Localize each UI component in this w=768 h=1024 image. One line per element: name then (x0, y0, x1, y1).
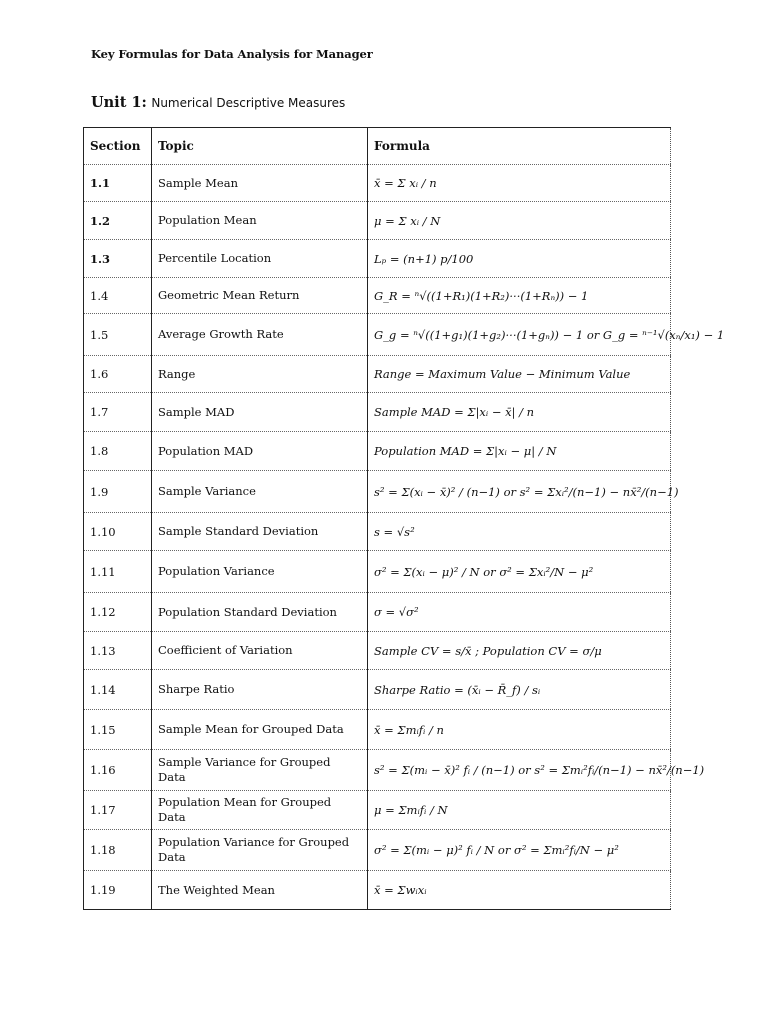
row-formula (368, 393, 671, 432)
table-row (84, 432, 671, 471)
row-topic-text: Sample Mean (158, 175, 238, 190)
row-topic (152, 240, 368, 278)
formula-expression: G_R = ⁿ√((1+R₁)(1+R₂)···(1+Rₙ)) − 1 (374, 288, 589, 303)
row-topic-text: Sample MAD (158, 404, 235, 419)
row-formula (368, 593, 671, 632)
formula-expression: Range = Maximum Value − Minimum Value (374, 367, 631, 381)
unit-subtitle: Numerical Descriptive Measures (151, 96, 346, 110)
formula-expression: s² = Σ(mᵢ − x̄)² fᵢ / (n−1) or s² = Σmᵢ²fᵢ/(n−1) − nx̄²/(n−1) (374, 763, 705, 777)
formula-expression: Population MAD = Σ|xᵢ − μ| / N (374, 444, 557, 458)
row-section: 1.1 (84, 165, 152, 202)
row-formula (368, 871, 671, 910)
formula-expression: σ = √σ² (374, 605, 419, 619)
row-topic (152, 513, 368, 551)
row-topic (152, 165, 368, 202)
row-formula (368, 632, 671, 670)
table-row (84, 356, 671, 393)
row-formula (368, 165, 671, 202)
row-topic (152, 871, 368, 910)
table-row (84, 314, 671, 356)
row-formula (368, 513, 671, 551)
header-formula: Formula (368, 128, 671, 165)
row-formula (368, 471, 679, 513)
table-row (84, 165, 671, 202)
row-topic-text: Population Mean for Grouped Data (158, 795, 332, 824)
row-topic (152, 632, 368, 670)
row-formula (368, 314, 725, 356)
row-topic (152, 471, 368, 513)
row-section: 1.3 (84, 240, 152, 278)
row-topic (152, 202, 368, 240)
row-topic (152, 710, 368, 750)
row-topic-text: Range (158, 366, 196, 381)
row-formula (368, 750, 705, 791)
row-section: 1.18 (84, 830, 152, 871)
row-topic-text: Population Standard Deviation (158, 604, 337, 619)
row-section: 1.4 (84, 278, 152, 314)
row-topic (152, 551, 368, 593)
row-topic-text: Percentile Location (158, 251, 272, 265)
table-row (84, 393, 671, 432)
row-topic-text: Population Mean (158, 213, 257, 227)
row-formula (368, 830, 671, 871)
table-row (84, 670, 671, 710)
row-formula (368, 356, 671, 393)
row-section: 1.5 (84, 314, 152, 356)
row-section: 1.11 (84, 551, 152, 593)
row-topic-text: The Weighted Mean (158, 882, 275, 897)
row-topic-text: Sample Variance (158, 484, 256, 498)
formula-expression: x̄ = Σwᵢxᵢ (374, 883, 427, 897)
formula-expression: s = √s² (374, 524, 415, 539)
table-row (84, 551, 671, 593)
row-topic (152, 278, 368, 314)
formula-expression: Sharpe Ratio = (x̄ᵢ − R̄_f) / sᵢ (374, 682, 541, 697)
formula-expression: G_g = ⁿ√((1+g₁)(1+g₂)···(1+gₙ)) − 1 or G_g = ⁿ⁻¹√(xₙ/x₁) − 1 (374, 327, 725, 342)
row-section: 1.7 (84, 393, 152, 432)
row-section: 1.6 (84, 356, 152, 393)
row-topic-text: Population Variance (158, 564, 275, 578)
formula-expression: Sample MAD = Σ|xᵢ − x̄| / n (374, 405, 535, 419)
table-header-row (84, 128, 671, 165)
row-topic (152, 393, 368, 432)
row-section: 1.10 (84, 513, 152, 551)
unit-label: Unit 1: (91, 94, 147, 111)
unit-heading (91, 94, 345, 111)
table-row (84, 593, 671, 632)
row-formula (368, 432, 671, 471)
formula-expression: σ² = Σ(mᵢ − μ)² fᵢ / N or σ² = Σmᵢ²fᵢ/N − μ² (374, 843, 619, 857)
row-topic (152, 314, 368, 356)
row-section: 1.9 (84, 471, 152, 513)
row-topic-text: Geometric Mean Return (158, 288, 300, 302)
formula-expression: s² = Σ(xᵢ − x̄)² / (n−1) or s² = Σxᵢ²/(n−1) − nx̄²/(n−1) (374, 484, 679, 499)
row-topic (152, 830, 368, 871)
row-section: 1.14 (84, 670, 152, 710)
row-section: 1.8 (84, 432, 152, 471)
formula-table (83, 127, 725, 910)
row-formula (368, 202, 671, 240)
row-section: 1.19 (84, 871, 152, 910)
row-topic-text: Sample Variance for Grouped Data (158, 755, 331, 784)
row-topic-text: Population Variance for Grouped Data (158, 835, 350, 864)
row-section: 1.16 (84, 750, 152, 791)
row-topic (152, 750, 368, 791)
table-row (84, 750, 671, 791)
row-topic (152, 593, 368, 632)
row-topic-text: Sample Mean for Grouped Data (158, 722, 344, 736)
row-formula (368, 710, 671, 750)
document-title: Key Formulas for Data Analysis for Manager (91, 47, 373, 61)
table-row (84, 791, 671, 830)
row-formula (368, 551, 671, 593)
row-section: 1.2 (84, 202, 152, 240)
table-row (84, 871, 671, 910)
formula-expression: Lₚ = (n+1) p/100 (374, 251, 474, 266)
table-row (84, 513, 671, 551)
row-topic (152, 432, 368, 471)
table-row (84, 202, 671, 240)
table-row (84, 240, 671, 278)
row-section: 1.17 (84, 791, 152, 830)
table-row (84, 830, 671, 871)
formula-expression: μ = Σmᵢfᵢ / N (374, 803, 448, 817)
row-section: 1.15 (84, 710, 152, 750)
row-formula (368, 240, 671, 278)
row-topic (152, 670, 368, 710)
row-formula (368, 278, 671, 314)
row-topic-text: Coefficient of Variation (158, 643, 293, 657)
table-row (84, 632, 671, 670)
table-row (84, 278, 671, 314)
row-section: 1.13 (84, 632, 152, 670)
row-topic-text: Population MAD (158, 443, 254, 458)
row-topic-text: Sharpe Ratio (158, 682, 235, 696)
table-row (84, 471, 671, 513)
row-topic (152, 791, 368, 830)
row-section: 1.12 (84, 593, 152, 632)
header-topic: Topic (152, 128, 368, 165)
formula-expression: μ = Σ xᵢ / N (374, 213, 441, 228)
formula-expression: x̄ = Σmᵢfᵢ / n (374, 722, 444, 737)
formula-expression: Sample CV = s/x̄ ; Population CV = σ/μ (374, 643, 602, 658)
header-section: Section (84, 128, 152, 165)
formula-expression: σ² = Σ(xᵢ − μ)² / N or σ² = Σxᵢ²/N − μ² (374, 564, 594, 579)
table-row (84, 710, 671, 750)
formula-expression: x̄ = Σ xᵢ / n (374, 176, 437, 190)
row-formula (368, 670, 671, 710)
row-formula (368, 791, 671, 830)
row-topic-text: Average Growth Rate (158, 327, 284, 341)
row-topic (152, 356, 368, 393)
row-topic-text: Sample Standard Deviation (158, 524, 319, 538)
